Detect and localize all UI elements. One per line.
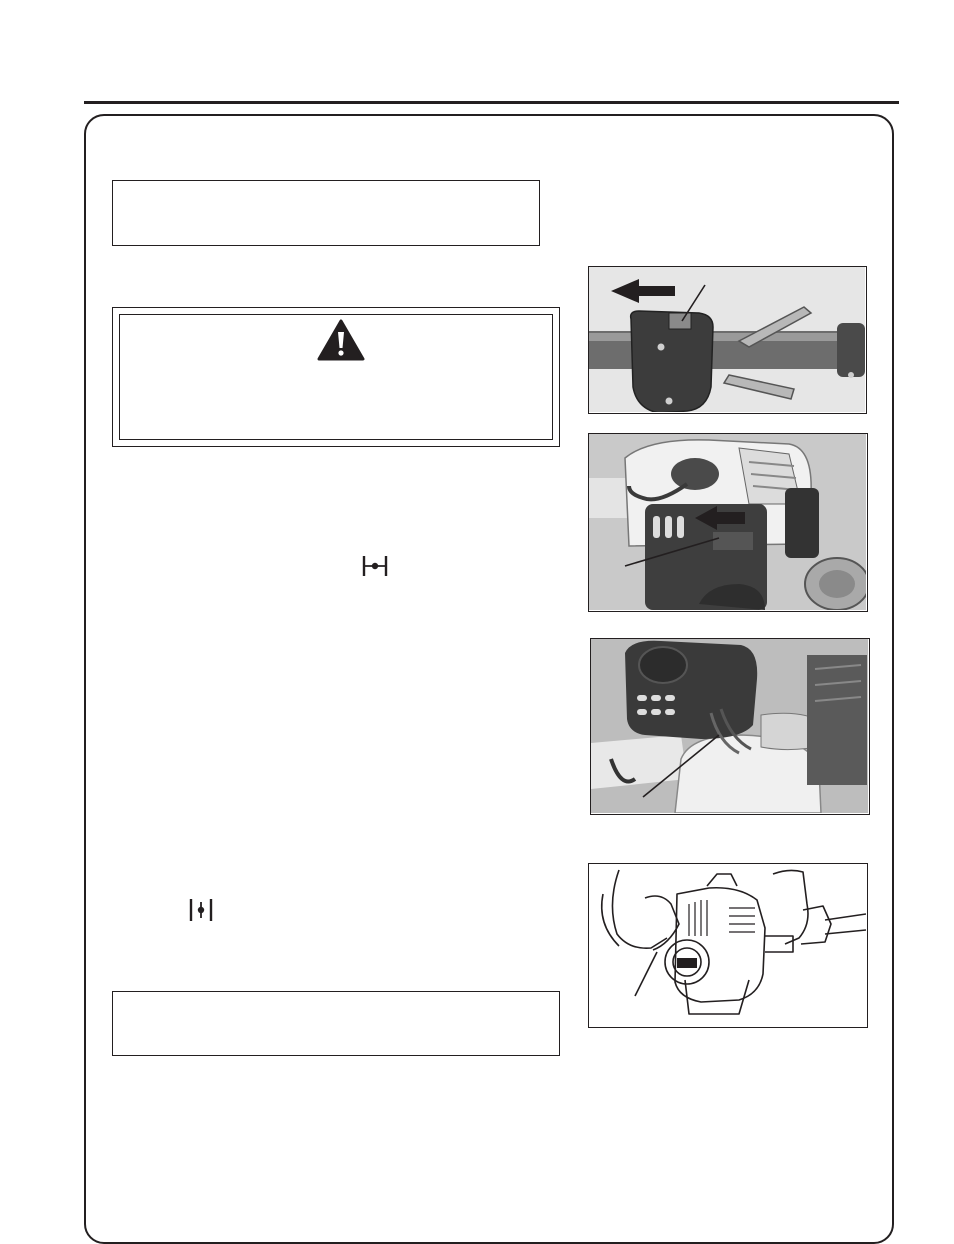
figure-throttle-handle: [588, 266, 867, 414]
header-rule: [84, 101, 899, 104]
figure-starting-engine: [588, 863, 868, 1028]
figure-engine-primer: [590, 638, 870, 815]
throttle-handle-illustration: [589, 267, 865, 412]
choke-lever-illustration: [589, 434, 866, 610]
warning-box-inner: [119, 314, 553, 440]
note-box-bottom: [112, 991, 560, 1056]
choke-open-symbol-icon: [188, 898, 214, 922]
engine-primer-illustration: [591, 639, 868, 813]
warning-box: [112, 307, 560, 447]
choke-closed-symbol-icon: [362, 555, 388, 577]
figure-choke-lever: [588, 433, 868, 612]
warning-triangle-icon: [317, 319, 365, 361]
starting-engine-illustration: [589, 864, 866, 1026]
note-box-top: [112, 180, 540, 246]
